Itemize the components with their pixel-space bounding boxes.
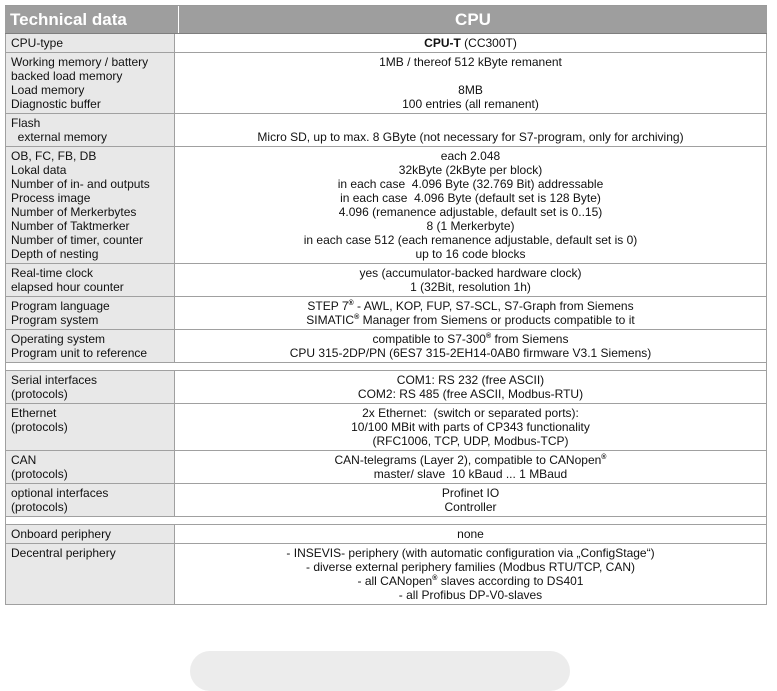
ethernet-label: (protocols) [11, 420, 68, 434]
os-compat-source: from Siemens [491, 332, 569, 346]
decentral-values [175, 544, 767, 604]
clock-labels [5, 264, 175, 296]
blocks-label: Lokal data [11, 163, 67, 177]
registered-mark: ® [354, 314, 360, 321]
decentral-value: - INSEVIS- periphery (with automatic configuration via „ConfigStage“) [286, 546, 655, 560]
header-cpu: CPU [455, 10, 491, 29]
blocks-value: up to 16 code blocks [415, 247, 526, 261]
optional-labels [5, 484, 175, 516]
os-labels [5, 330, 175, 362]
onboard-value: none [175, 525, 767, 543]
can-labels [5, 451, 175, 483]
memory-value [175, 69, 766, 83]
blocks-label: Number of Taktmerker [11, 219, 130, 233]
memory-label: backed load memory [11, 69, 123, 83]
table-header [5, 6, 767, 34]
os-compat-text: compatible to S7-300 [372, 332, 486, 346]
row-cpu-type [5, 34, 767, 53]
ethernet-value: (RFC1006, TCP, UDP, Modbus-TCP) [372, 434, 569, 448]
program-language-value [175, 299, 766, 313]
step7-languages: - AWL, KOP, FUP, S7-SCL, S7-Graph from Siemens [353, 299, 634, 313]
registered-mark: ® [601, 454, 607, 461]
section-divider [5, 517, 767, 525]
blocks-value: 32kByte (2kByte per block) [398, 163, 543, 177]
can-values [175, 451, 767, 483]
row-program [5, 297, 767, 330]
blocks-values [175, 147, 767, 263]
header-technical-data: Technical data [5, 6, 179, 33]
blocks-label: Depth of nesting [11, 247, 99, 261]
registered-mark: ® [348, 300, 354, 307]
row-ethernet [5, 404, 767, 451]
clock-value: 1 (32Bit, resolution 1h) [410, 280, 531, 294]
can-telegrams-value [175, 453, 766, 467]
memory-values [175, 53, 767, 113]
technical-data-table [5, 5, 767, 605]
clock-value: yes (accumulator-backed hardware clock) [359, 266, 582, 280]
decentral-canopen-rest: slaves according to DS401 [437, 574, 584, 588]
program-labels [5, 297, 175, 329]
ethernet-value: 2x Ethernet: (switch or separated ports): [362, 406, 579, 420]
ethernet-labels [5, 404, 175, 450]
program-label: Program language [11, 299, 110, 313]
cpu-type-value [175, 34, 767, 52]
can-label: (protocols) [11, 467, 68, 481]
blocks-value: in each case 4.096 Byte (32.769 Bit) addressable [337, 177, 604, 191]
clock-label: Real-time clock [11, 266, 94, 280]
blocks-label: Number of Merkerbytes [11, 205, 137, 219]
os-label: Program unit to reference [11, 346, 148, 360]
os-values [175, 330, 767, 362]
row-decentral [5, 544, 767, 605]
program-system-value [175, 313, 766, 327]
blocks-labels [5, 147, 175, 263]
decentral-canopen-value [175, 574, 766, 588]
simatic-manager: Manager from Siemens or products compatible to it [359, 313, 635, 327]
ethernet-values [175, 404, 767, 450]
clock-label: elapsed hour counter [11, 280, 124, 294]
serial-values [175, 371, 767, 403]
blocks-label: Process image [11, 191, 91, 205]
row-onboard [5, 525, 767, 544]
flash-values [175, 114, 767, 146]
cpu-type-label: CPU-type [5, 34, 175, 52]
memory-value: 8MB [458, 83, 483, 97]
serial-label: Serial interfaces [11, 373, 98, 387]
flash-value: Micro SD, up to max. 8 GByte (not necessary for S7-program, only for archiving) [257, 130, 684, 144]
can-label: CAN [11, 453, 37, 467]
row-can [5, 451, 767, 484]
step7-text: STEP 7 [307, 299, 349, 313]
memory-label: Diagnostic buffer [11, 97, 101, 111]
optional-label: optional interfaces [11, 486, 109, 500]
memory-labels [5, 53, 175, 113]
serial-value: COM2: RS 485 (free ASCII, Modbus-RTU) [357, 387, 584, 401]
section-divider [5, 363, 767, 371]
memory-value: 1MB / thereof 512 kByte remanent [379, 55, 562, 69]
optional-label: (protocols) [11, 500, 68, 514]
decentral-value: - diverse external periphery families (Modbus RTU/TCP, CAN) [306, 560, 635, 574]
row-blocks [5, 147, 767, 264]
can-telegrams-text: CAN-telegrams (Layer 2), compatible to CANopen [334, 453, 602, 467]
row-serial [5, 371, 767, 404]
cpu-type-code: (CC300T) [460, 36, 517, 50]
decentral-label: Decentral periphery [5, 544, 175, 604]
blocks-label: Number of timer, counter [11, 233, 144, 247]
program-values [175, 297, 767, 329]
flash-value [175, 116, 766, 130]
decentral-value: - all Profibus DP-V0-slaves [398, 588, 543, 602]
registered-mark: ® [485, 333, 492, 340]
memory-label: Load memory [11, 83, 85, 97]
blocks-value: 4.096 (remanence adjustable, default set is 0..15) [338, 205, 603, 219]
flash-label: Flash [11, 116, 41, 130]
blocks-label: OB, FC, FB, DB [11, 149, 97, 163]
can-baud-value: master/ slave 10 kBaud ... 1 MBaud [373, 467, 568, 481]
registered-mark: ® [432, 575, 438, 582]
flash-label: external memory [11, 130, 108, 144]
program-label: Program system [11, 313, 99, 327]
row-flash [5, 114, 767, 147]
ethernet-value: 10/100 MBit with parts of CP343 functionality [351, 420, 590, 434]
row-optional-interfaces [5, 484, 767, 517]
row-memory [5, 53, 767, 114]
blocks-value: in each case 512 (each remanence adjustable, default set is 0) [303, 233, 638, 247]
ethernet-label: Ethernet [11, 406, 57, 420]
memory-label: Working memory / battery [11, 55, 149, 69]
blocks-value: each 2.048 [440, 149, 501, 163]
onboard-label: Onboard periphery [5, 525, 175, 543]
blocks-value: 8 (1 Merkerbyte) [426, 219, 515, 233]
blocks-label: Number of in- and outputs [11, 177, 150, 191]
optional-value: Controller [444, 500, 497, 514]
row-os [5, 330, 767, 363]
cpu-type-name: CPU-T [424, 36, 461, 50]
decentral-canopen-text: - all CANopen [357, 574, 433, 588]
flash-labels [5, 114, 175, 146]
blocks-value: in each case 4.096 Byte (default set is 128 Byte) [340, 191, 601, 205]
serial-labels [5, 371, 175, 403]
serial-value: COM1: RS 232 (free ASCII) [396, 373, 545, 387]
os-reference-value: CPU 315-2DP/PN (6ES7 315-2EH14-0AB0 firmware V3.1 Siemens) [289, 346, 652, 360]
optional-value: Profinet IO [441, 486, 500, 500]
memory-value: 100 entries (all remanent) [402, 97, 539, 111]
os-label: Operating system [11, 332, 106, 346]
serial-label: (protocols) [11, 387, 68, 401]
clock-values [175, 264, 767, 296]
os-compat-value [175, 332, 766, 346]
simatic-text: SIMATIC [306, 313, 355, 327]
row-clock [5, 264, 767, 297]
optional-values [175, 484, 767, 516]
faded-overlay [190, 651, 570, 691]
